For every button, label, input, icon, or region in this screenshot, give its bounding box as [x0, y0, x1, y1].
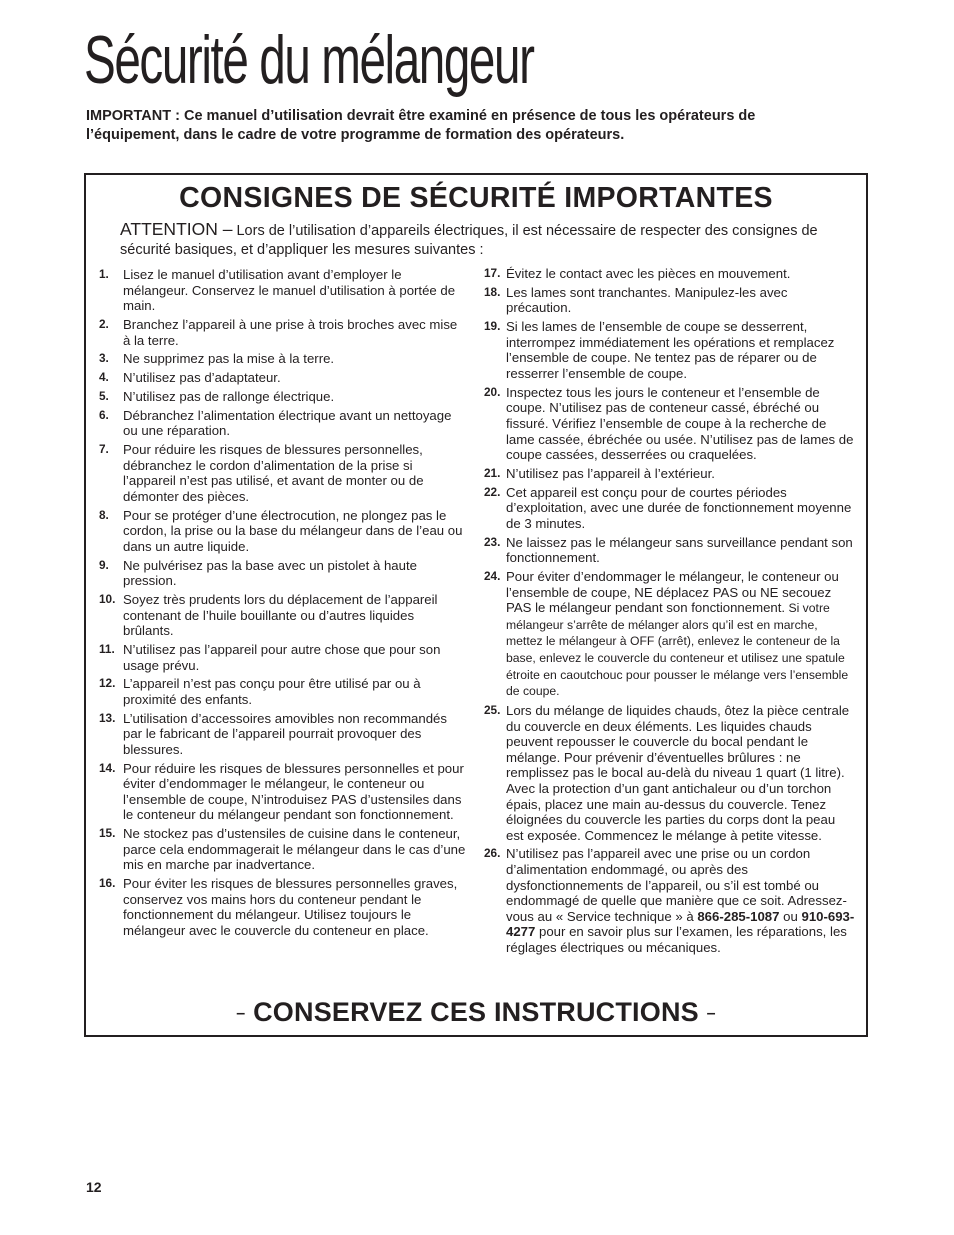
page-number: 12 — [86, 1179, 102, 1195]
item-number: 13. — [99, 710, 116, 725]
item-number: 19. — [484, 319, 501, 334]
list-item — [99, 317, 466, 348]
list-item — [484, 485, 856, 532]
item-text: Soyez très prudents lors du déplacement de l’appareil contenant de l’huile bouillante ou d’autres liquides brûlants. — [123, 591, 438, 639]
list-item — [99, 351, 466, 367]
list-item — [99, 370, 466, 386]
list-item — [484, 703, 856, 843]
item-number: 11. — [99, 641, 115, 656]
safety-list-right — [484, 266, 856, 959]
item-text — [506, 569, 856, 700]
item-number: 20. — [484, 384, 501, 399]
item-number: 12. — [99, 676, 116, 691]
attention-label: ATTENTION – — [120, 219, 233, 239]
list-item — [99, 642, 466, 673]
list-item — [484, 535, 856, 566]
item-number: 14. — [99, 760, 116, 775]
item-text: Ne stockez pas d’ustensiles de cuisine dans le conteneur, parce cela endommagerait le mélangeur dans le cas d’une mis en marche par inadvertance. — [123, 826, 466, 873]
item-number: 22. — [484, 484, 501, 499]
list-item — [484, 285, 856, 316]
item-text: N’utilisez pas de rallonge électrique. — [123, 388, 335, 404]
footer-dash-left: – — [236, 1004, 246, 1022]
item-text: N’utilisez pas l’appareil pour autre chose que pour son usage prévu. — [123, 641, 441, 673]
item-text-main: Pour éviter d’endommager le mélangeur, le conteneur ou l’ensemble de coupe, NE déplacez PAS ou NE secouez PAS le mélangeur pendant son fonctionnement. — [506, 569, 839, 616]
item-text-before: N’utilisez pas l’appareil avec une prise ou un cordon d’alimentation endommagé, ou après des dysfonctionnements de l’appareil, ou s’il est tombé ou endommagé de quelle que manière que ce soit. Adressez-vous au « Service technique » à — [506, 846, 847, 924]
item-number: 21. — [484, 465, 501, 480]
footer-heading-text: CONSERVEZ CES INSTRUCTIONS — [253, 997, 699, 1027]
item-text: L’utilisation d’accessoires amovibles non recommandés par le fabricant de l’appareil pourrait provoquer des blessures. — [123, 710, 447, 757]
item-text: Ne laissez pas le mélangeur sans surveillance pendant son fonctionnement. — [506, 534, 853, 566]
item-text: Pour se protéger d’une électrocution, ne plongez pas le cordon, la prise ou la base du mélangeur dans de l’eau ou dans un autre liquide. — [123, 507, 463, 554]
item-number: 26. — [484, 846, 501, 861]
service-phone-2: 910-693-4277 — [506, 908, 855, 940]
item-text: Les lames sont tranchantes. Manipulez-les avec précaution. — [506, 284, 788, 316]
list-item — [99, 408, 466, 439]
list-item — [484, 569, 856, 700]
page-title: Sécurité du mélangeur — [84, 22, 534, 98]
item-text: Si les lames de l’ensemble de coupe se desserrent, interrompez immédiatement les opérations et remplacez l’ensemble de coupe. Ne tentez pas de réparer ou de resserrer l’ensemble de coupe. — [506, 319, 835, 381]
list-item — [99, 711, 466, 758]
item-number: 24. — [484, 569, 501, 583]
attention-paragraph — [120, 220, 820, 260]
item-text: N’utilisez pas d’adaptateur. — [123, 370, 281, 386]
item-text: Lisez le manuel d’utilisation avant d’employer le mélangeur. Conservez le manuel d’utilisation à portée de main. — [123, 267, 456, 314]
list-item — [484, 466, 856, 482]
list-item — [99, 267, 466, 314]
item-text: Branchez l’appareil à une prise à trois broches avec mise à la terre. — [123, 316, 458, 348]
item-text: Évitez le contact avec les pièces en mouvement. — [506, 266, 791, 281]
item-text: N’utilisez pas l’appareil à l’extérieur. — [506, 465, 715, 481]
item-number: 8. — [99, 507, 109, 522]
item-number: 25. — [484, 702, 501, 717]
item-text: Débranchez l’alimentation électrique avant un nettoyage ou une réparation. — [123, 407, 452, 439]
list-item — [99, 876, 466, 938]
item-text: Ne supprimez pas la mise à la terre. — [123, 351, 335, 367]
service-phone-1: 866-285-1087 — [697, 908, 780, 924]
item-text: Pour éviter les risques de blessures personnelles graves, conservez vos mains hors du conteneur pendant le fonctionnement du mélangeur. Utilisez toujours le mélangeur avec le couvercle du conteneur en place. — [123, 876, 458, 938]
item-text-mid: ou — [779, 908, 802, 924]
attention-text: Lors de l’utilisation d’appareils électriques, il est nécessaire de respecter des consignes de sécurité basiques, et d’appliquer les mesures suivantes : — [120, 223, 818, 258]
safety-list-left — [99, 267, 466, 942]
item-text: Pour réduire les risques de blessures personnelles, débranchez le cordon d’alimentation de la prise si l’appareil n’est pas utilisé, et avant de monter ou de démonter des pièces. — [123, 442, 424, 504]
item-text-after: pour en savoir plus sur l’examen, les réparations, les réglages électriques ou mécaniques. — [506, 924, 847, 956]
item-text-small: Si votre mélangeur s’arrête de mélanger alors qu’il est en marche, mettez le mélangeur à OFF (arrêt), enlevez le conteneur de la base, enlevez le couvercle du conteneur et utilisez une spatule étroite en caoutchouc pour pousser le mélange vers l’ensemble de coupe. — [506, 601, 849, 699]
item-number: 9. — [99, 557, 109, 572]
list-item — [484, 319, 856, 381]
list-item — [99, 389, 466, 405]
item-number: 17. — [484, 266, 501, 280]
list-item — [99, 826, 466, 873]
item-text: L’appareil n’est pas conçu pour être utilisé par ou à proximité des enfants. — [123, 676, 421, 707]
footer-dash-right: – — [706, 1004, 716, 1022]
footer-heading — [86, 997, 866, 1028]
item-number: 18. — [484, 284, 501, 299]
item-number: 2. — [99, 316, 109, 331]
item-text: Lors du mélange de liquides chauds, ôtez la pièce centrale du couvercle en deux éléments. Les liquides chauds peuvent repousser le couvercle du bocal pendant le mélange. Pour prévenir d’éventuelles brûlures : ne remplissez pas le bocal au-delà du niveau 1 quart (1 litre). Avec la protection d’un gant antichaleur ou d’un torchon épais, placez une main au-dessus du couvercle. Tenez éloignées du couvercle les parties du corps dont la peau est exposée. Commencez le mélange à petite vitesse. — [506, 702, 850, 843]
item-number: 6. — [99, 407, 109, 422]
item-number: 23. — [484, 534, 501, 549]
list-item — [99, 761, 466, 823]
list-item — [484, 266, 856, 282]
list-item — [484, 846, 856, 955]
item-number: 10. — [99, 591, 116, 606]
safety-instructions-box — [84, 173, 868, 1037]
item-number: 15. — [99, 826, 116, 841]
item-number: 3. — [99, 351, 109, 366]
item-number: 5. — [99, 388, 109, 403]
list-item — [99, 592, 466, 639]
item-text — [506, 846, 856, 955]
list-item — [484, 385, 856, 463]
important-note: IMPORTANT : Ce manuel d’utilisation devrait être examiné en présence de tous les opérateurs de l’équipement, dans le cadre de votre programme de formation des opérateurs. — [86, 108, 756, 143]
item-number: 4. — [99, 370, 109, 385]
item-number: 16. — [99, 876, 116, 891]
item-number: 7. — [99, 442, 109, 457]
safety-heading: CONSIGNES DE SÉCURITÉ IMPORTANTES — [179, 182, 773, 214]
list-item — [99, 558, 466, 589]
item-text: Pour réduire les risques de blessures personnelles et pour éviter d’endommager le mélangeur, le conteneur ou l’ensemble de coupe, N’introduisez PAS d’ustensiles dans le conteneur du mélangeur pendant son fonctionnement. — [123, 760, 464, 823]
item-text: Cet appareil est conçu pour de courtes périodes d’exploitation, avec une durée de fonctionnement moyenne de 3 minutes. — [506, 484, 852, 531]
item-text: Ne pulvérisez pas la base avec un pistolet à haute pression. — [123, 557, 417, 589]
list-item — [99, 676, 466, 707]
list-item — [99, 508, 466, 555]
list-item — [99, 442, 466, 504]
item-text: Inspectez tous les jours le conteneur et l’ensemble de coupe. N’utilisez pas de conteneur cassé, ébréché ou fissuré. Vérifiez l’ensemble de coupe à la recherche de lame cassée, ébréchée ou usée. N’utilisez pas de lames de coupe cassées, desserrées ou craquelées. — [506, 384, 854, 463]
item-number: 1. — [99, 267, 109, 281]
